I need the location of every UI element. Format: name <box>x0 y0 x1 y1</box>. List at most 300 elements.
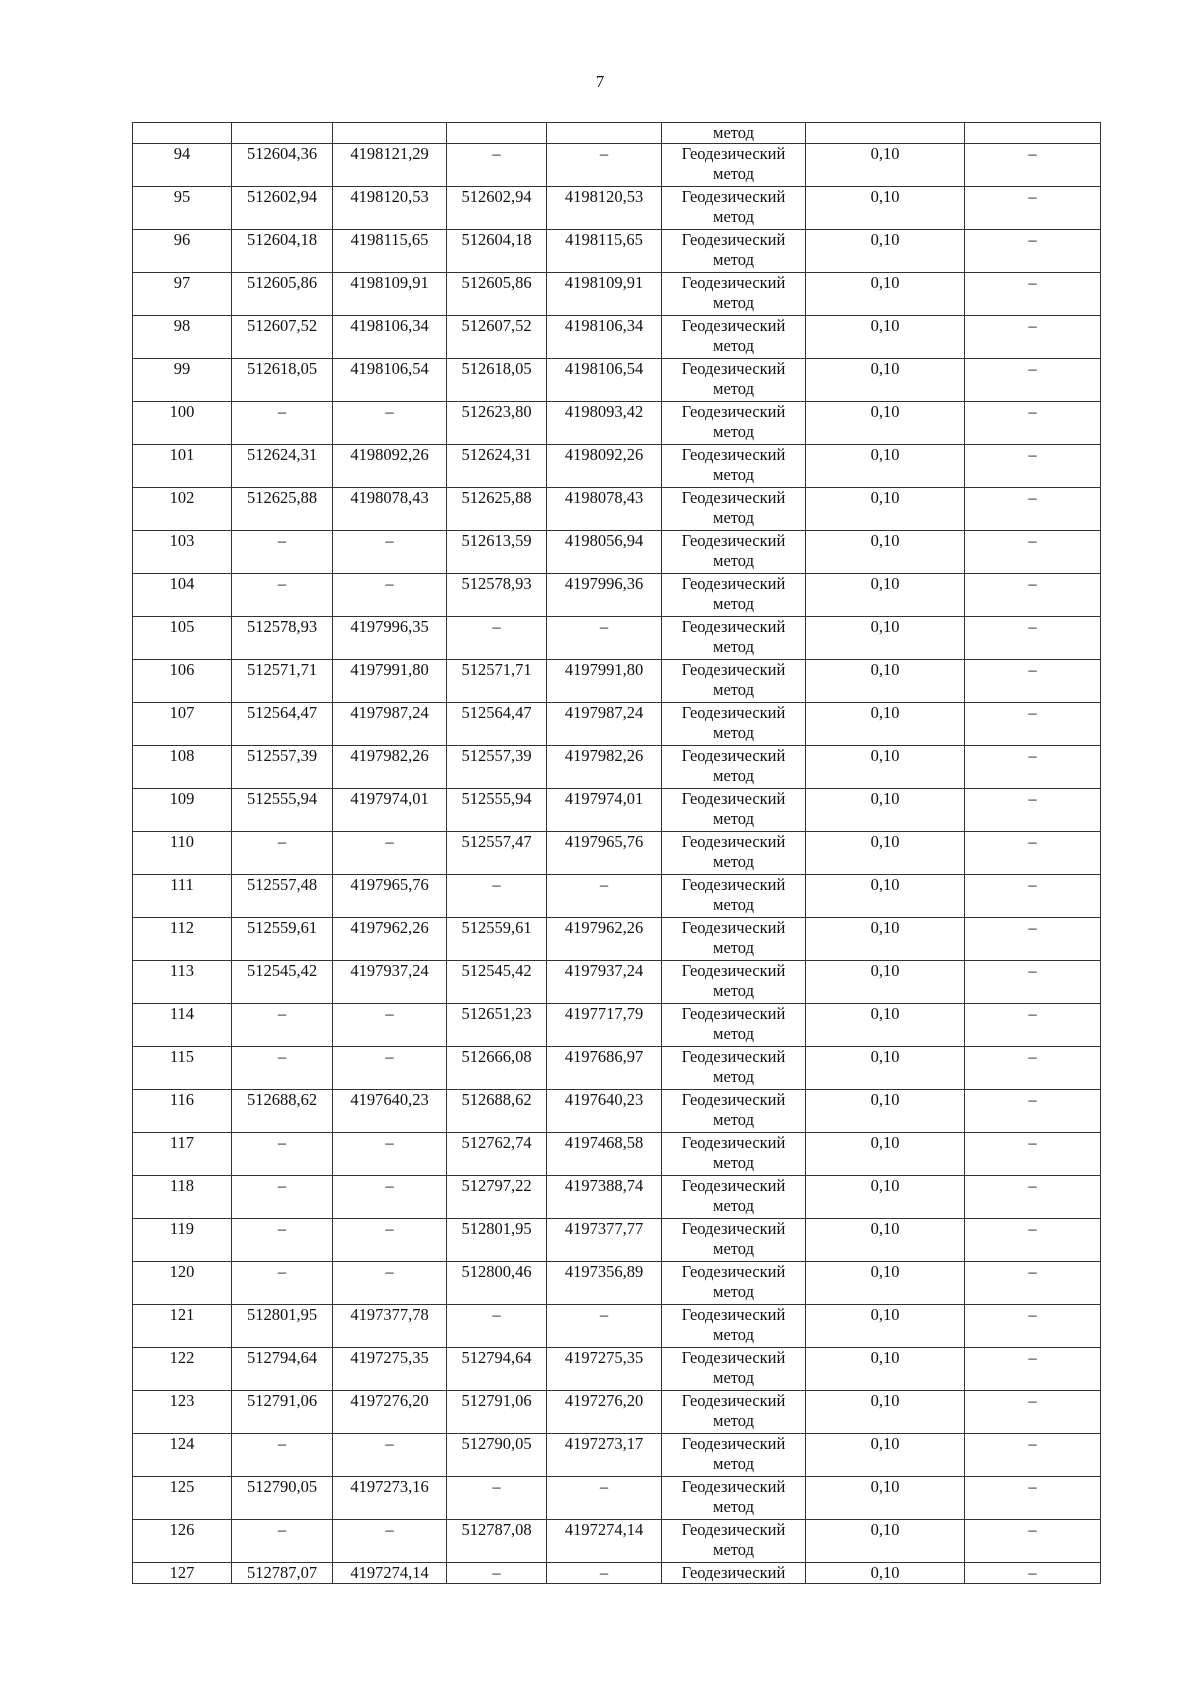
method-line-1: Геодезический <box>681 1219 786 1238</box>
method-line-2: метод <box>713 508 754 527</box>
cell-y-existing: 4197377,78 <box>333 1305 447 1348</box>
table-row <box>133 1004 1101 1047</box>
cell-number: 126 <box>133 1520 232 1563</box>
cell-x-refined: 512790,05 <box>447 1434 547 1477</box>
cell-note: – <box>965 1348 1101 1391</box>
cell-y-refined: 4198106,54 <box>547 359 662 402</box>
table-row <box>133 273 1101 316</box>
coordinates-table <box>132 122 1101 1584</box>
cell-method <box>662 703 806 746</box>
cell-accuracy: 0,10 <box>806 1391 965 1434</box>
cell-y-existing: – <box>333 402 447 445</box>
cell-accuracy: 0,10 <box>806 1348 965 1391</box>
cell-note: – <box>965 1004 1101 1047</box>
cell-x-existing: 512602,94 <box>232 187 333 230</box>
cell-y-existing: – <box>333 1133 447 1176</box>
cell-x-existing: 512557,39 <box>232 746 333 789</box>
cell-x-existing: 512559,61 <box>232 918 333 961</box>
cell-y-refined: 4197468,58 <box>547 1133 662 1176</box>
cell-x-refined: 512605,86 <box>447 273 547 316</box>
cell-y-existing: 4197996,35 <box>333 617 447 660</box>
method-line-1: Геодезический <box>681 789 786 808</box>
cell-x-refined: 512607,52 <box>447 316 547 359</box>
cell-y-existing: 4197987,24 <box>333 703 447 746</box>
cell-y-existing: – <box>333 1219 447 1262</box>
cell-y-existing: 4197991,80 <box>333 660 447 703</box>
cell-x-existing: 512790,05 <box>232 1477 333 1520</box>
cell-method <box>662 574 806 617</box>
table-row <box>133 316 1101 359</box>
cell-x-refined: 512564,47 <box>447 703 547 746</box>
cell-method <box>662 1520 806 1563</box>
method-line-2: метод <box>713 1325 754 1344</box>
cell-note: – <box>965 273 1101 316</box>
cell-y-refined: 4198092,26 <box>547 445 662 488</box>
cell-accuracy: 0,10 <box>806 488 965 531</box>
cell-accuracy: 0,10 <box>806 660 965 703</box>
method-line-2: метод <box>713 1239 754 1258</box>
cell-note: – <box>965 488 1101 531</box>
cell-method <box>662 875 806 918</box>
cell-x-existing: 512618,05 <box>232 359 333 402</box>
cell-accuracy: 0,10 <box>806 445 965 488</box>
cell-note: – <box>965 961 1101 1004</box>
method-line-2: метод <box>713 1411 754 1430</box>
cell-accuracy: 0,10 <box>806 187 965 230</box>
cell-x-refined: 512800,46 <box>447 1262 547 1305</box>
cell-x-refined: 512578,93 <box>447 574 547 617</box>
cell-x-existing: – <box>232 1520 333 1563</box>
cell-accuracy: 0,10 <box>806 961 965 1004</box>
cell-number: 103 <box>133 531 232 574</box>
table-row <box>133 402 1101 445</box>
cell-y-refined: 4197717,79 <box>547 1004 662 1047</box>
cell-note: – <box>965 1477 1101 1520</box>
cell-number: 95 <box>133 187 232 230</box>
cell-note: – <box>965 187 1101 230</box>
cell-y-existing: – <box>333 1434 447 1477</box>
cell-x-existing: 512555,94 <box>232 789 333 832</box>
cell-y-existing: – <box>333 1262 447 1305</box>
cell-note: – <box>965 316 1101 359</box>
cell-method <box>662 1219 806 1262</box>
method-line-1: Геодезический <box>681 488 786 507</box>
cell-note: – <box>965 359 1101 402</box>
method-line-1: Геодезический <box>681 273 786 292</box>
method-line-2: метод <box>713 809 754 828</box>
cell-note: – <box>965 1391 1101 1434</box>
cell-y-refined: 4198115,65 <box>547 230 662 273</box>
cell-accuracy: 0,10 <box>806 1176 965 1219</box>
cell-x-existing: 512557,48 <box>232 875 333 918</box>
method-line-1: Геодезический <box>681 832 786 851</box>
cell-y-refined: 4197991,80 <box>547 660 662 703</box>
cell-method <box>662 1391 806 1434</box>
cell-y-refined: 4197274,14 <box>547 1520 662 1563</box>
cell-number: 107 <box>133 703 232 746</box>
cell-accuracy: 0,10 <box>806 789 965 832</box>
cell-accuracy: 0,10 <box>806 875 965 918</box>
method-line-1: Геодезический <box>681 1262 786 1281</box>
table-row <box>133 1219 1101 1262</box>
table-row <box>133 875 1101 918</box>
cell-x-refined: 512604,18 <box>447 230 547 273</box>
cell-method <box>662 402 806 445</box>
method-line-2: метод <box>713 1368 754 1387</box>
cell-note: – <box>965 574 1101 617</box>
cell-accuracy: 0,10 <box>806 1047 965 1090</box>
method-line-1: Геодезический <box>681 1391 786 1410</box>
cell-accuracy: 0,10 <box>806 703 965 746</box>
cell-method <box>662 918 806 961</box>
cell-accuracy: 0,10 <box>806 1305 965 1348</box>
cell-x-existing: – <box>232 1133 333 1176</box>
cell-note: – <box>965 1434 1101 1477</box>
cell-x-refined: 512666,08 <box>447 1047 547 1090</box>
method-line-2: метод <box>713 1110 754 1129</box>
method-line-1: Геодезический <box>681 1004 786 1023</box>
cell-number: 102 <box>133 488 232 531</box>
cell-number: 119 <box>133 1219 232 1262</box>
cell-accuracy: 0,10 <box>806 1004 965 1047</box>
cell-note: – <box>965 789 1101 832</box>
cell-x-refined: 512555,94 <box>447 789 547 832</box>
cell-method <box>662 144 806 187</box>
cell-x-existing: 512607,52 <box>232 316 333 359</box>
method-line-1: Геодезический <box>681 316 786 335</box>
cell-method <box>662 1090 806 1133</box>
cell-number: 105 <box>133 617 232 660</box>
method-line-1: Геодезический <box>681 617 786 636</box>
table-row <box>133 574 1101 617</box>
cell-number <box>133 123 232 144</box>
table-row <box>133 789 1101 832</box>
cell-accuracy: 0,10 <box>806 832 965 875</box>
cell-y-existing: 4198106,54 <box>333 359 447 402</box>
cell-x-refined: 512625,88 <box>447 488 547 531</box>
cell-number: 101 <box>133 445 232 488</box>
cell-number: 116 <box>133 1090 232 1133</box>
cell-number: 97 <box>133 273 232 316</box>
cell-number: 110 <box>133 832 232 875</box>
cell-y-existing: 4198115,65 <box>333 230 447 273</box>
cell-x-refined: 512791,06 <box>447 1391 547 1434</box>
cell-x-refined: 512613,59 <box>447 531 547 574</box>
cell-number: 113 <box>133 961 232 1004</box>
cell-x-existing: – <box>232 402 333 445</box>
cell-number: 100 <box>133 402 232 445</box>
method-line-2: метод <box>713 981 754 1000</box>
cell-x-refined: 512762,74 <box>447 1133 547 1176</box>
cell-x-refined: 512623,80 <box>447 402 547 445</box>
table-row <box>133 488 1101 531</box>
cell-y-existing: 4197273,16 <box>333 1477 447 1520</box>
cell-number: 118 <box>133 1176 232 1219</box>
cell-y-refined: 4197640,23 <box>547 1090 662 1133</box>
cell-y-existing: 4197274,14 <box>333 1563 447 1584</box>
cell-note: – <box>965 531 1101 574</box>
cell-y-existing: – <box>333 1176 447 1219</box>
cell-y-existing: 4197974,01 <box>333 789 447 832</box>
cell-method <box>662 359 806 402</box>
cell-y-refined: – <box>547 144 662 187</box>
method-line-2: метод <box>713 1454 754 1473</box>
cell-y-existing: 4197965,76 <box>333 875 447 918</box>
cell-number: 120 <box>133 1262 232 1305</box>
cell-note: – <box>965 1262 1101 1305</box>
method-line-1: Геодезический <box>681 402 786 421</box>
cell-accuracy: 0,10 <box>806 617 965 660</box>
cell-y-refined: 4197275,35 <box>547 1348 662 1391</box>
cell-method <box>662 531 806 574</box>
cell-accuracy: 0,10 <box>806 230 965 273</box>
cell-x-existing: – <box>232 1434 333 1477</box>
cell-number: 114 <box>133 1004 232 1047</box>
table-row <box>133 1047 1101 1090</box>
cell-method <box>662 1176 806 1219</box>
table-row <box>133 660 1101 703</box>
cell-accuracy: 0,10 <box>806 531 965 574</box>
page-number: 7 <box>595 72 605 91</box>
cell-y-refined: – <box>547 1305 662 1348</box>
cell-y-refined: 4198093,42 <box>547 402 662 445</box>
table-row <box>133 1563 1101 1584</box>
cell-method <box>662 617 806 660</box>
method-line-1: Геодезический <box>681 531 786 550</box>
cell-method <box>662 1477 806 1520</box>
cell-x-existing: 512787,07 <box>232 1563 333 1584</box>
cell-number: 122 <box>133 1348 232 1391</box>
cell-x-refined: 512557,39 <box>447 746 547 789</box>
cell-number: 94 <box>133 144 232 187</box>
table-row <box>133 187 1101 230</box>
cell-y-refined: 4197987,24 <box>547 703 662 746</box>
table-row <box>133 1305 1101 1348</box>
table-row <box>133 531 1101 574</box>
cell-note: – <box>965 1305 1101 1348</box>
method-line-2: метод <box>713 1024 754 1043</box>
cell-method: метод <box>662 123 806 144</box>
cell-y-existing: – <box>333 1047 447 1090</box>
cell-accuracy: 0,10 <box>806 1133 965 1176</box>
method-line-1: Геодезический <box>681 1176 786 1195</box>
cell-number: 115 <box>133 1047 232 1090</box>
method-line-1: Геодезический <box>681 574 786 593</box>
cell-x-existing: – <box>232 1219 333 1262</box>
cell-method <box>662 488 806 531</box>
method-line-2: метод <box>713 207 754 226</box>
cell-accuracy: 0,10 <box>806 359 965 402</box>
cell-note: – <box>965 1090 1101 1133</box>
method-line-2: метод <box>713 551 754 570</box>
cell-accuracy: 0,10 <box>806 918 965 961</box>
method-line-2: метод <box>713 336 754 355</box>
cell-x-existing: – <box>232 1004 333 1047</box>
cell-method <box>662 1133 806 1176</box>
table-row <box>133 1133 1101 1176</box>
cell-number: 112 <box>133 918 232 961</box>
cell-y-existing <box>333 123 447 144</box>
cell-accuracy: 0,10 <box>806 1090 965 1133</box>
cell-x-existing: – <box>232 531 333 574</box>
cell-note <box>965 123 1101 144</box>
cell-method <box>662 789 806 832</box>
cell-y-refined: 4197982,26 <box>547 746 662 789</box>
cell-x-existing: – <box>232 1176 333 1219</box>
cell-x-refined: – <box>447 1477 547 1520</box>
cell-y-existing: – <box>333 832 447 875</box>
cell-x-refined: 512688,62 <box>447 1090 547 1133</box>
cell-number: 117 <box>133 1133 232 1176</box>
cell-note: – <box>965 1133 1101 1176</box>
cell-x-existing: 512605,86 <box>232 273 333 316</box>
cell-number: 109 <box>133 789 232 832</box>
method-line-1: Геодезический <box>681 1090 786 1109</box>
cell-y-refined: 4197996,36 <box>547 574 662 617</box>
cell-number: 124 <box>133 1434 232 1477</box>
cell-y-refined <box>547 123 662 144</box>
cell-number: 127 <box>133 1563 232 1584</box>
cell-x-refined: 512794,64 <box>447 1348 547 1391</box>
cell-y-refined: 4197937,24 <box>547 961 662 1004</box>
cell-note: – <box>965 703 1101 746</box>
cell-x-refined: – <box>447 875 547 918</box>
method-line-2: метод <box>713 1196 754 1215</box>
table-row <box>133 1090 1101 1133</box>
cell-x-existing: 512625,88 <box>232 488 333 531</box>
cell-accuracy: 0,10 <box>806 144 965 187</box>
cell-note: – <box>965 1219 1101 1262</box>
cell-y-existing: 4197937,24 <box>333 961 447 1004</box>
cell-x-refined: 512618,05 <box>447 359 547 402</box>
method-line-1: Геодезический <box>681 445 786 464</box>
cell-method <box>662 230 806 273</box>
cell-y-existing: – <box>333 1520 447 1563</box>
cell-method <box>662 187 806 230</box>
cell-y-refined: 4198056,94 <box>547 531 662 574</box>
table-row <box>133 918 1101 961</box>
cell-x-existing <box>232 123 333 144</box>
cell-x-existing: – <box>232 574 333 617</box>
table-row <box>133 703 1101 746</box>
cell-x-refined: 512797,22 <box>447 1176 547 1219</box>
cell-y-existing: 4198092,26 <box>333 445 447 488</box>
table-row <box>133 144 1101 187</box>
cell-note: – <box>965 918 1101 961</box>
cell-y-existing: 4198121,29 <box>333 144 447 187</box>
cell-x-refined: 512602,94 <box>447 187 547 230</box>
cell-x-existing: 512604,36 <box>232 144 333 187</box>
method-line-1: Геодезический <box>681 918 786 937</box>
method-line-1: Геодезический <box>681 875 786 894</box>
cell-note: – <box>965 1176 1101 1219</box>
table-row <box>133 617 1101 660</box>
method-line-2: метод <box>713 379 754 398</box>
method-line-1: Геодезический <box>681 703 786 722</box>
table-row-continued <box>133 123 1101 144</box>
method-line-2: метод <box>713 680 754 699</box>
method-line-1: Геодезический <box>681 144 786 163</box>
cell-y-existing: 4198120,53 <box>333 187 447 230</box>
cell-x-refined: 512801,95 <box>447 1219 547 1262</box>
cell-x-refined: 512651,23 <box>447 1004 547 1047</box>
cell-number: 121 <box>133 1305 232 1348</box>
cell-note: – <box>965 445 1101 488</box>
method-line-1: Геодезический <box>681 187 786 206</box>
method-line-2: метод <box>713 1067 754 1086</box>
cell-method <box>662 1348 806 1391</box>
cell-accuracy: 0,10 <box>806 574 965 617</box>
cell-method <box>662 660 806 703</box>
cell-y-existing: 4197275,35 <box>333 1348 447 1391</box>
method-line-2: метод <box>713 637 754 656</box>
table-row <box>133 746 1101 789</box>
cell-method <box>662 1262 806 1305</box>
cell-accuracy: 0,10 <box>806 1563 965 1584</box>
cell-x-refined: – <box>447 617 547 660</box>
table-row <box>133 1176 1101 1219</box>
cell-note: – <box>965 746 1101 789</box>
cell-y-refined: 4197276,20 <box>547 1391 662 1434</box>
cell-number: 125 <box>133 1477 232 1520</box>
cell-number: 123 <box>133 1391 232 1434</box>
method-line-1: Геодезический <box>681 961 786 980</box>
cell-method <box>662 832 806 875</box>
cell-y-refined: 4198078,43 <box>547 488 662 531</box>
cell-note: – <box>965 402 1101 445</box>
cell-note: – <box>965 875 1101 918</box>
table-row <box>133 1477 1101 1520</box>
cell-method <box>662 1563 806 1584</box>
cell-y-refined: 4197974,01 <box>547 789 662 832</box>
cell-note: – <box>965 832 1101 875</box>
method-line-1: Геодезический <box>681 1477 786 1496</box>
method-line-1: Геодезический <box>681 359 786 378</box>
cell-method <box>662 961 806 1004</box>
method-line-2: метод <box>713 852 754 871</box>
cell-x-existing: 512604,18 <box>232 230 333 273</box>
method-line-2: метод <box>713 422 754 441</box>
cell-y-refined: – <box>547 1477 662 1520</box>
method-line-2: метод <box>713 1540 754 1559</box>
cell-x-existing: 512801,95 <box>232 1305 333 1348</box>
cell-number: 111 <box>133 875 232 918</box>
cell-number: 99 <box>133 359 232 402</box>
cell-number: 108 <box>133 746 232 789</box>
cell-accuracy: 0,10 <box>806 316 965 359</box>
cell-y-existing: 4198106,34 <box>333 316 447 359</box>
cell-x-refined: 512787,08 <box>447 1520 547 1563</box>
cell-y-existing: 4197640,23 <box>333 1090 447 1133</box>
cell-note: – <box>965 1563 1101 1584</box>
cell-accuracy: 0,10 <box>806 402 965 445</box>
method-line-2: метод <box>713 938 754 957</box>
cell-x-existing: 512578,93 <box>232 617 333 660</box>
cell-accuracy <box>806 123 965 144</box>
cell-y-existing: 4198078,43 <box>333 488 447 531</box>
cell-x-refined: – <box>447 1563 547 1584</box>
table-row <box>133 1348 1101 1391</box>
method-line-2: метод <box>713 895 754 914</box>
cell-y-refined: – <box>547 617 662 660</box>
method-line-2: метод <box>713 723 754 742</box>
cell-accuracy: 0,10 <box>806 273 965 316</box>
cell-accuracy: 0,10 <box>806 1262 965 1305</box>
cell-x-existing: 512545,42 <box>232 961 333 1004</box>
cell-y-existing: 4197276,20 <box>333 1391 447 1434</box>
method-line-1: Геодезический <box>681 1348 786 1367</box>
cell-y-refined: 4197965,76 <box>547 832 662 875</box>
